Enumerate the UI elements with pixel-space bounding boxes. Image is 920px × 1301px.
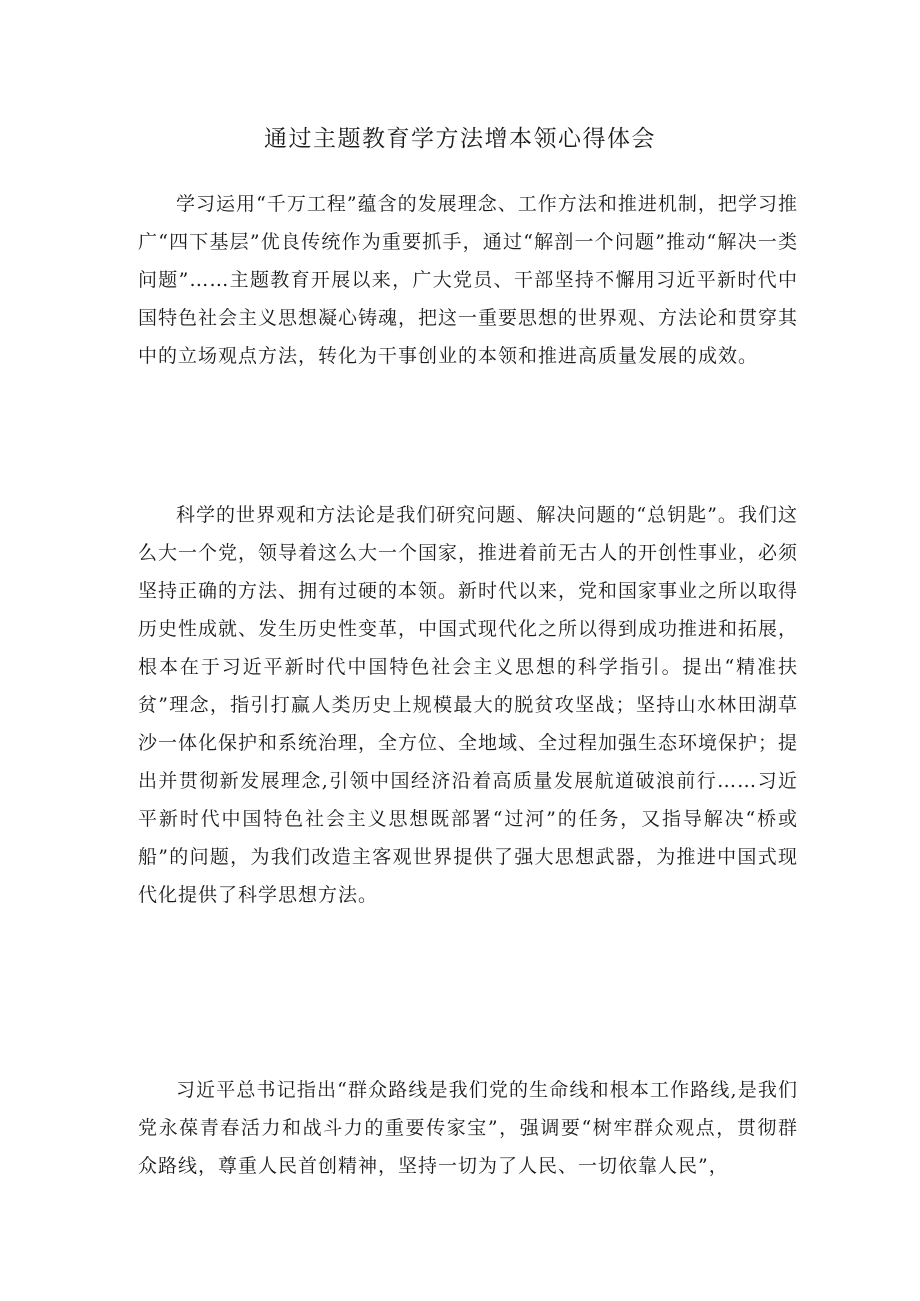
document-title: 通过主题教育学方法增本领心得体会 (264, 126, 656, 152)
paragraph-1: 学习运用“千万工程”蕴含的发展理念、工作方法和推进机制，把学习推广“四下基层”优良传统作为重要抓手，通过“解剖一个问题”推动“解决一类问题”……主题教育开展以来，广大党员、干部坚持不懈用习近平新时代中国特色社会主义思想凝心铸魂，把这一重要思想的世界观、方法论和贯穿其中的立场观点方法，转化为干事创业的本领和推进高质量发展的成效。 (138, 193, 799, 367)
paragraph-3: 习近平总书记指出“群众路线是我们党的生命线和根本工作路线,是我们党永葆青春活力和战斗力的重要传家宝”，强调要“树牢群众观点，贯彻群众路线，尊重人民首创精神，坚持一切为了人民、一切依靠人民”， (138, 1079, 798, 1177)
paragraph-2: 科学的世界观和方法论是我们研究问题、解决问题的“总钥匙”。我们这么大一个党，领导着这么大一个国家，推进着前无古人的开创性事业，必须坚持正确的方法、拥有过硬的本领。新时代以来，党和国家事业之所以取得历史性成就、发生历史性变革，中国式现代化之所以得到成功推进和拓展，根本在于习近平新时代中国特色社会主义思想的科学指引。提出“精准扶贫”理念，指引打赢人类历史上规模最大的脱贫攻坚战；坚持山水林田湖草沙一体化保护和系统治理，全方位、全地域、全过程加强生态环境保护；提出并贯彻新发展理念,引领中国经济沿着高质量发展航道破浪前行……习近平新时代中国特色社会主义思想既部署“过河”的任务，又指导解决“桥或船”的问题，为我们改造主客观世界提供了强大思想武器，为推进中国式现代化提供了科学思想方法。 (138, 504, 799, 906)
